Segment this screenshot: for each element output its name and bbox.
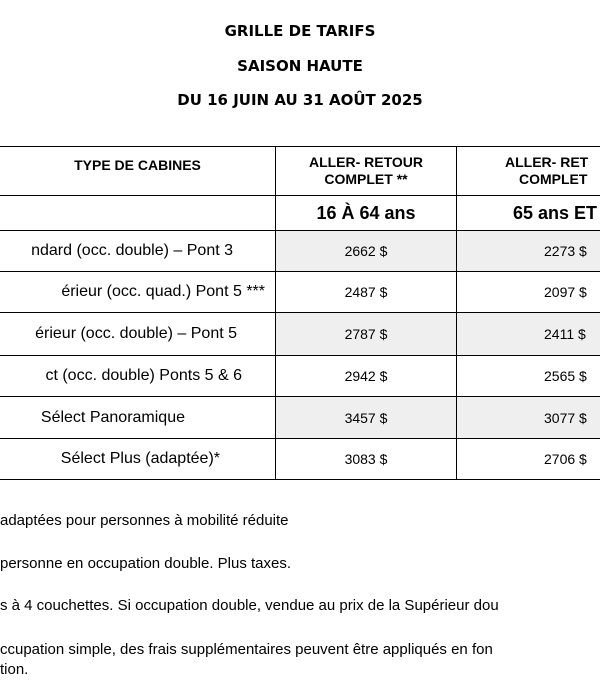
header-cabin-type: [0, 147, 275, 183]
price-senior-row-5: 3077 $: [544, 409, 587, 426]
cabin-type-row-1: ndard (occ. double) – Pont 3: [31, 242, 233, 259]
price-senior-row-1: 2273 $: [544, 243, 587, 259]
footnote-reduced-mobility: adaptées pour personnes à mobilité réduite: [0, 512, 289, 529]
cabin-type-row-3: érieur (occ. double) – Pont 5: [35, 325, 237, 342]
header-roundtrip-senior: [457, 147, 600, 195]
header-senior-line1: ALLER- RET: [505, 154, 589, 170]
price-adult-row-1: 2662 $: [344, 243, 388, 259]
header-senior-line2: COMPLET: [519, 171, 588, 187]
price-senior-row-2: 2097 $: [544, 284, 587, 300]
header-cabin-type-label: TYPE DE CABINES: [74, 156, 201, 173]
age-range-adult: 16 À 64 ans: [316, 202, 416, 223]
footnote-per-person: personne en occupation double. Plus taxes.: [0, 555, 292, 572]
footnote-single-occupancy-cont: tion.: [0, 661, 29, 678]
date-range-title: DU 16 JUIN AU 31 AOÛT 2025: [177, 91, 423, 109]
price-adult-row-5: 3457 $: [344, 409, 388, 426]
price-senior-row-3: 2411 $: [544, 326, 586, 342]
footnote-quad-cabin: s à 4 couchettes. Si occupation double, vendue au prix de la Supérieur dou: [0, 597, 499, 614]
age-range-senior: 65 ans ET: [513, 202, 598, 223]
season-title: SAISON HAUTE: [237, 57, 363, 75]
price-adult-row-2: 2487 $: [344, 284, 388, 300]
cabin-type-row-6: Sélect Plus (adaptée)*: [60, 450, 220, 467]
header-roundtrip-adult: [276, 147, 456, 195]
price-senior-row-6: 2706 $: [544, 451, 587, 467]
cabin-type-row-5: Sélect Panoramique: [40, 408, 185, 426]
price-senior-row-4: 2565 $: [544, 368, 587, 384]
price-adult-row-3: 2787 $: [344, 326, 388, 342]
price-adult-row-4: 2942 $: [344, 368, 388, 384]
header-roundtrip-line2: COMPLET **: [324, 171, 408, 187]
header-roundtrip-line1: ALLER- RETOUR: [308, 154, 424, 170]
cabin-type-row-4: ct (occ. double) Ponts 5 & 6: [45, 367, 242, 384]
page-title: GRILLE DE TARIFS: [224, 22, 376, 40]
price-adult-row-6: 3083 $: [344, 451, 388, 467]
footnote-single-occupancy: ccupation simple, des frais supplémentaires peuvent être appliqués en fon: [0, 641, 493, 658]
cabin-type-row-2: érieur (occ. quad.) Pont 5 ***: [61, 283, 265, 300]
table-rule: [0, 479, 600, 480]
